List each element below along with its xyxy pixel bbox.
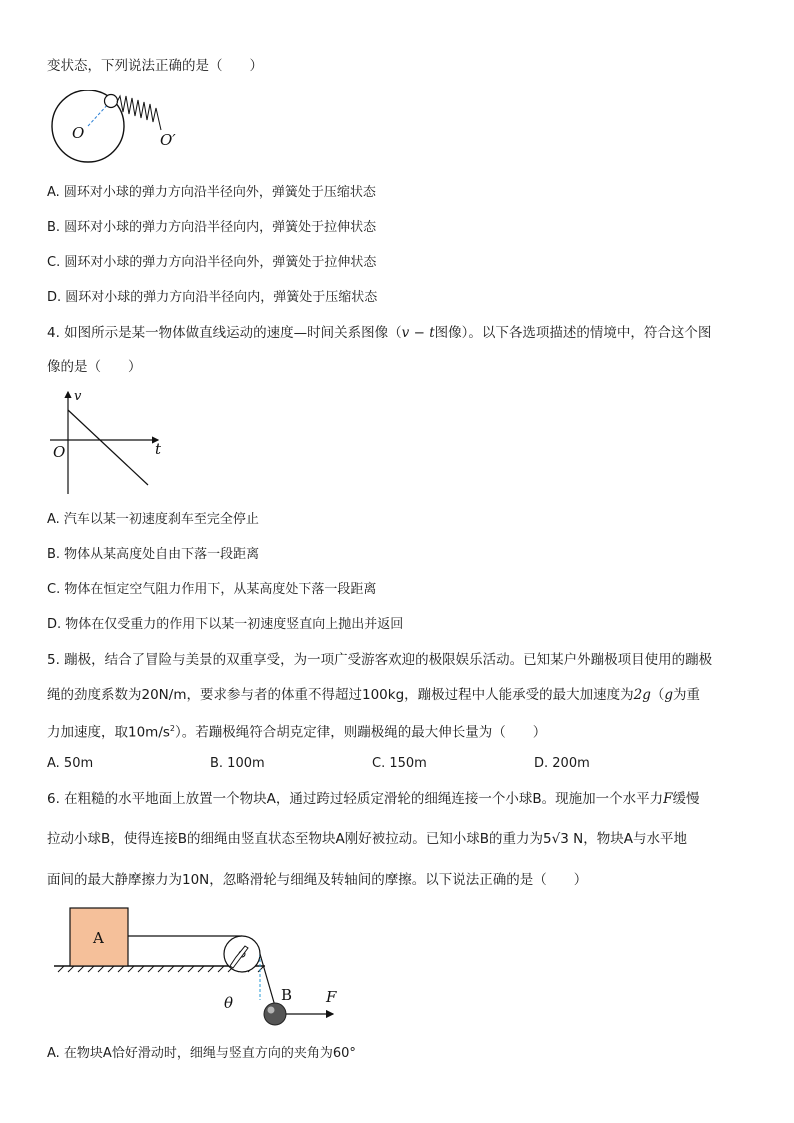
q3-option-a: A. 圆环对小球的弹力方向沿半径向外，弹簧处于压缩状态 [47,185,376,200]
q4-stem-line1: 4. 如图所示是某一物体做直线运动的速度—时间关系图像（v − t图像）。以下各选项描述的情境中，符合这个图 [47,325,712,341]
force-label: F [326,988,337,1006]
q5-option-d: D. 200m [534,756,590,771]
q6-stem-line2: 拉动小球B，使得连接B的细绳由竖直状态至物块A刚好被拉动。已知小球B的重力为5√3 N，物块A与水平地 [47,831,687,847]
q3-ring-spring-figure [48,90,188,170]
ball-B [264,1003,286,1025]
q4-option-c: C. 物体在恒定空气阻力作用下，从某高度处下落一段距离 [47,582,377,597]
q3-option-c: C. 圆环对小球的弹力方向沿半径向外，弹簧处于拉伸状态 [47,255,377,270]
mass-value: 100kg [361,687,405,703]
q4-option-d: D. 物体在仅受重力的作用下以某一初速度竖直向上抛出并返回 [47,617,404,632]
q6-pulley-figure [50,902,360,1032]
q4-option-b: B. 物体从某高度处自由下落一段距离 [47,547,260,562]
ball-B-label: B [281,986,293,1004]
small-ball [105,95,118,108]
q3-option-b: B. 圆环对小球的弹力方向沿半径向内，弹簧处于拉伸状态 [47,220,377,235]
stiffness-value: 20N/m [141,687,187,703]
q5-option-b: B. 100m [210,756,265,771]
block-A-label: A [93,929,104,947]
q5-option-a: A. 50m [47,756,94,771]
q3-stem-tail: 变状态，下列说法正确的是（ ） [47,58,263,74]
q5-option-c: C. 150m [372,756,427,771]
v-axis-label: v [74,389,82,404]
vt-line [68,410,148,485]
g-value: 10m/s [128,724,170,741]
q3-option-d: D. 圆环对小球的弹力方向沿半径向内，弹簧处于压缩状态 [47,290,378,305]
q5-stem-line2: 绳的劲度系数为20N/m，要求参与者的体重不得超过100kg，蹦极过程中人能承受的最大加速度为2g（g为重 [47,687,701,703]
angle-label: θ [224,994,234,1012]
q6-option-a: A. 在物块A恰好滑动时，细绳与竖直方向的夹角为60° [47,1046,356,1061]
q4-option-a: A. 汽车以某一初速度刹车至完全停止 [47,512,259,527]
label-O: O [72,124,85,142]
rope-to-ball [260,954,275,1006]
q6-stem-line3: 面间的最大静摩擦力为10N，忽略滑轮与细绳及转轴间的摩擦。以下说法正确的是（ ） [47,872,588,888]
origin-label: O [53,443,66,461]
weight-value: 5√3 N [543,831,584,847]
q4-stem-line2: 像的是（ ） [47,359,142,375]
t-axis-label: t [155,440,162,458]
q4-vt-graph [48,388,178,498]
vt-symbol: v − t [401,325,435,341]
label-O-prime: O′ [160,131,176,149]
q5-stem-line1: 5. 蹦极，结合了冒险与美景的双重享受，为一项广受游客欢迎的极限娱乐活动。已知某户外蹦极项目使用的蹦极 [47,652,713,668]
q5-stem-line3: 力加速度，取$10m/s^2$）。若蹦极绳符合胡克定律，则蹦极绳的最大伸长量为（ ） [47,724,547,741]
acc-value: 2g [633,687,651,703]
q6-stem-line1: 6. 在粗糙的水平地面上放置一个物块A，通过跨过轻质定滑轮的细绳连接一个小球B。现施加一个水平力F缓慢 [47,791,700,807]
